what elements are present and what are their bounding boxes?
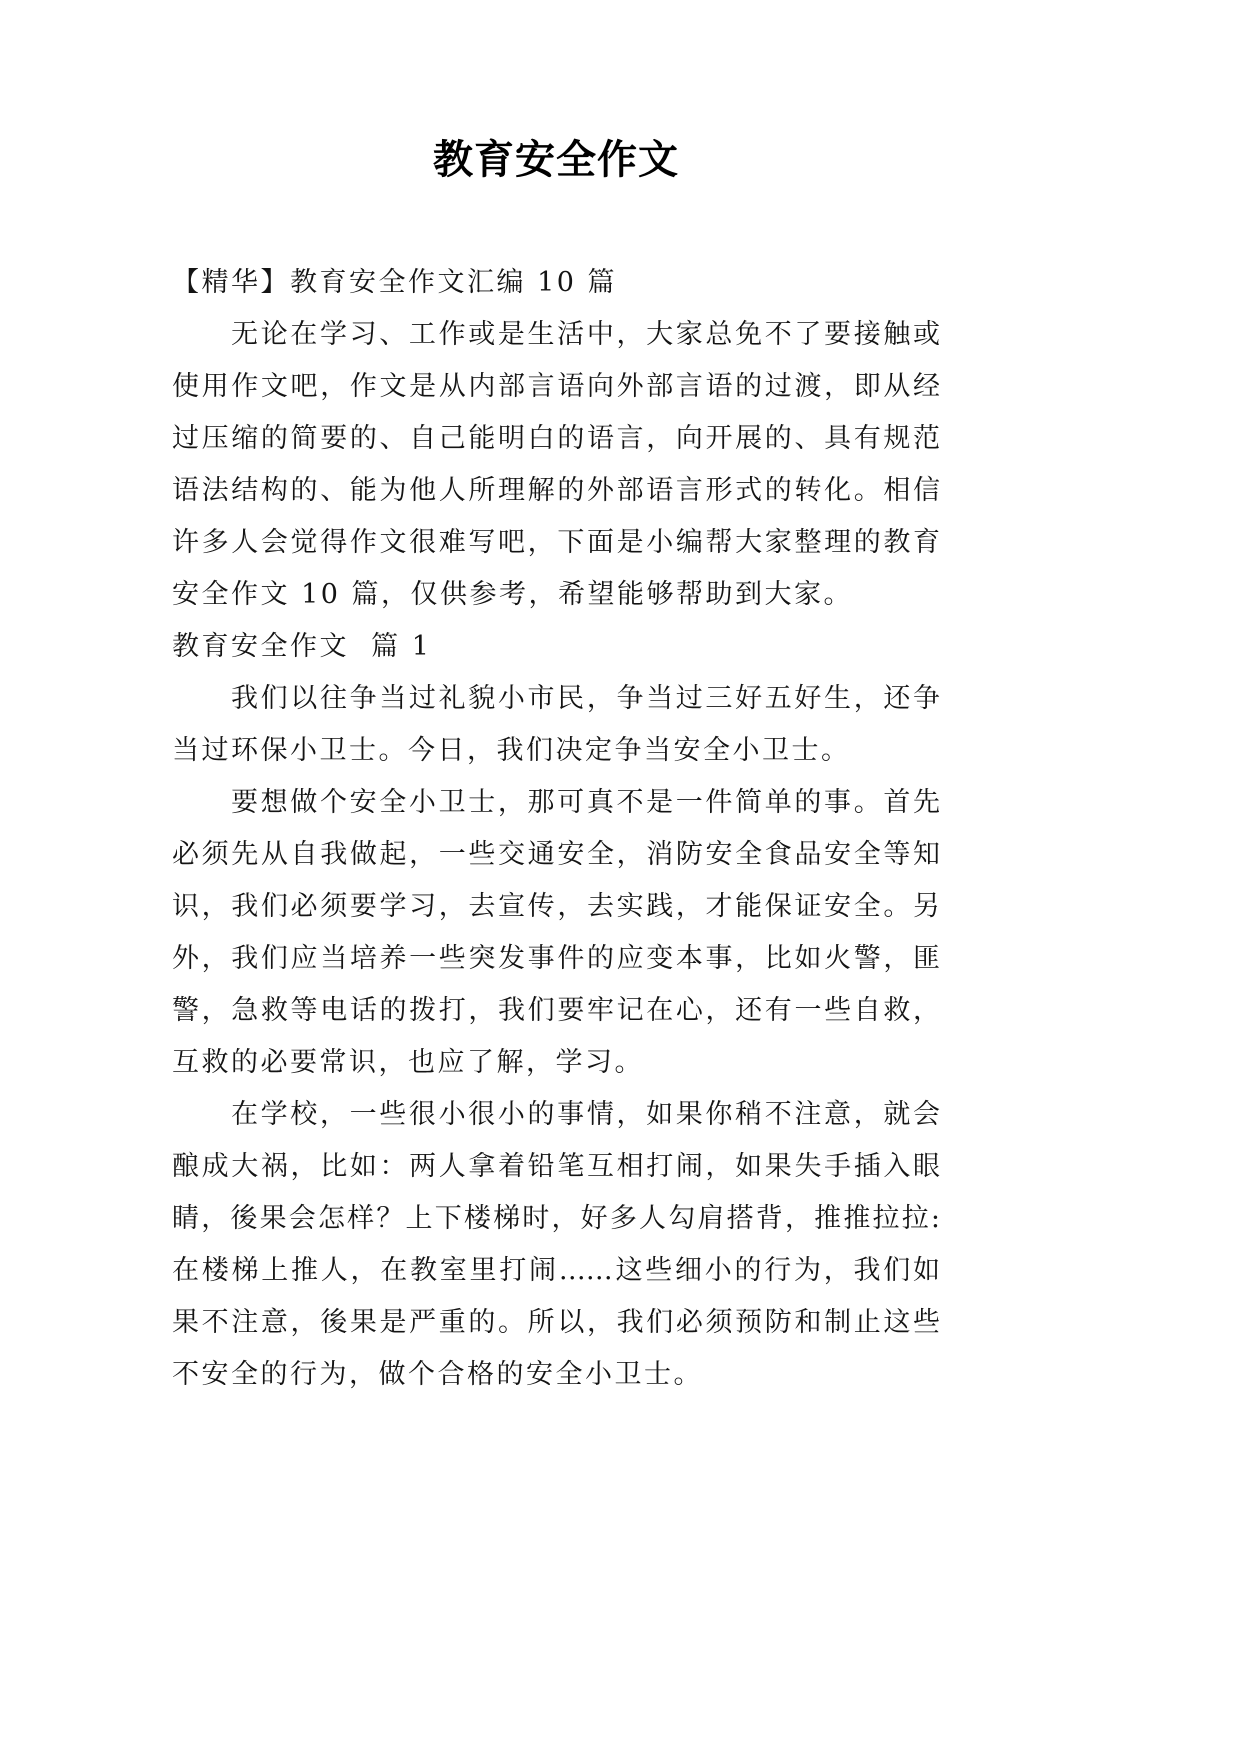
paragraph-line: 我们以往争当过礼貌小市民，争当过三好五好生，还争 [231,683,940,714]
paragraph-line: 许多人会觉得作文很难写吧，下面是小编帮大家整理的教育 [172,527,940,558]
paragraph-line: 识，我们必须要学习，去宣传，去实践，才能保证安全。另 [172,891,940,922]
paragraph-line: 语法结构的、能为他人所理解的外部语言形式的转化。相信 [172,475,940,506]
essay-heading: 教育安全作文 篇 1 [172,631,432,662]
paragraph-line: 酿成大祸，比如：两人拿着铅笔互相打闹，如果失手插入眼 [172,1151,940,1182]
document-title: 教育安全作文 [433,136,679,183]
essay-paragraph [172,777,940,1089]
paragraph-line: 外，我们应当培养一些突发事件的应变本事，比如火警，匪 [172,943,940,974]
paragraph-line: 要想做个安全小卫士，那可真不是一件简单的事。首先 [231,787,940,818]
essay-paragraph [172,673,940,777]
paragraph-line: 在楼梯上推人，在教室里打闹……这些细小的行为，我们如 [172,1255,940,1286]
paragraph-line: 过压缩的简要的、自己能明白的语言，向开展的、具有规范 [172,423,940,454]
paragraph-line: 果不注意，後果是严重的。所以，我们必须预防和制止这些 [172,1307,940,1338]
paragraph-line: 警，急救等电话的拨打，我们要牢记在心，还有一些自救， [172,995,940,1026]
paragraph-line: 互救的必要常识，也应了解，学习。 [172,1047,644,1078]
paragraph-line: 无论在学习、工作或是生活中，大家总免不了要接触或 [231,319,940,350]
paragraph-line: 在学校，一些很小很小的事情，如果你稍不注意，就会 [231,1099,940,1130]
paragraph-line: 当过环保小卫士。今日，我们决定争当安全小卫士。 [172,735,851,766]
collection-heading: 【精华】教育安全作文汇编 10 篇 [172,267,618,298]
intro-paragraph [172,309,940,621]
document-body [172,257,940,1401]
paragraph-line: 不安全的行为，做个合格的安全小卫士。 [172,1359,703,1390]
paragraph-line: 必须先从自我做起，一些交通安全，消防安全食品安全等知 [172,839,940,870]
paragraph-line: 使用作文吧，作文是从内部言语向外部言语的过渡，即从经 [172,371,940,402]
essay-paragraph [172,1089,940,1401]
paragraph-line: 安全作文 10 篇，仅供参考，希望能够帮助到大家。 [172,579,854,610]
paragraph-line: 睛，後果会怎样？上下楼梯时，好多人勾肩搭背，推推拉拉: [172,1203,940,1234]
